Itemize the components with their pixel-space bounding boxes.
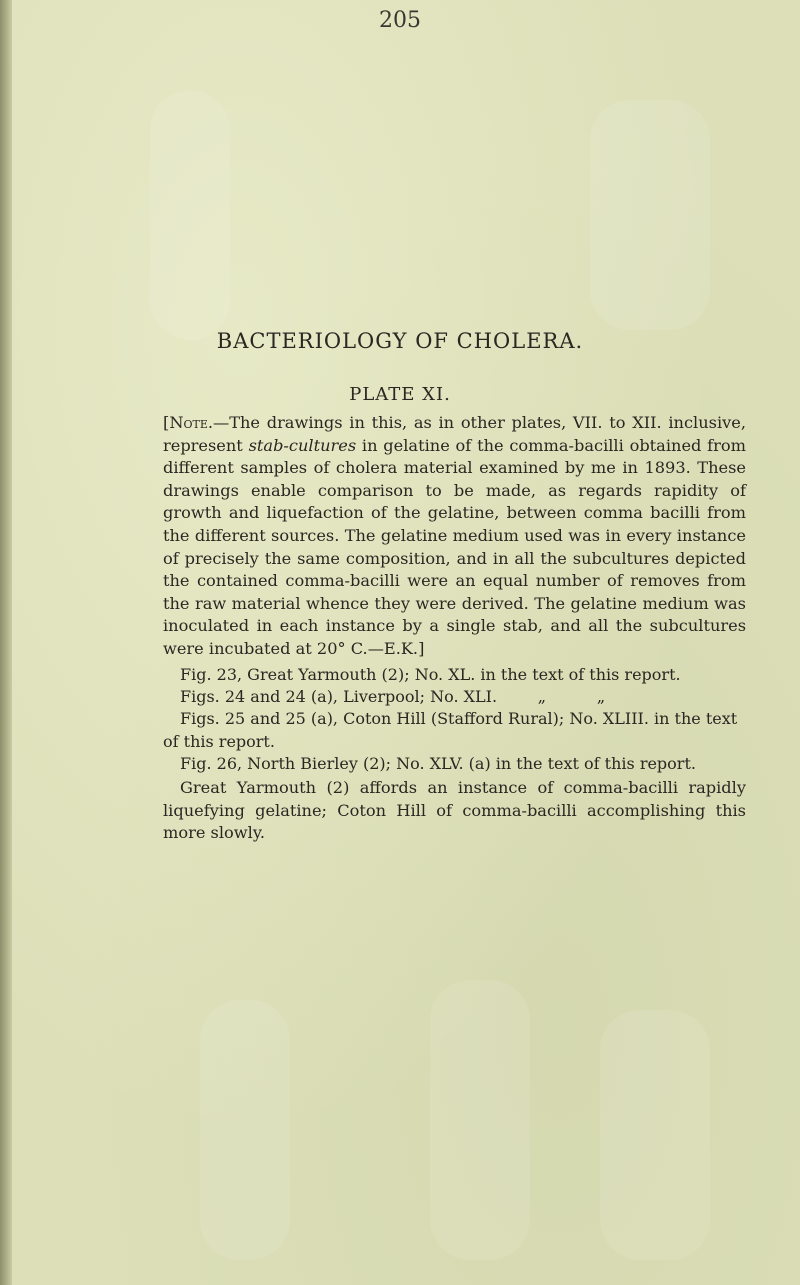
note-lead: [Note. [163,413,214,432]
note-text: —The drawings in this, as in other plates, VII. to XII. inclusive, represent [163,413,746,455]
show-through-shape [200,1000,290,1260]
page-title: BACTERIOLOGY OF CHOLERA. [216,329,584,353]
page-number: 205 [379,8,421,33]
show-through-shape [600,1010,710,1260]
editor-note [163,412,746,661]
figure-entry: Fig. 23, Great Yarmouth (2); No. XL. in the text of this report. [180,665,681,684]
note-text-continued: in gelatine of the comma-bacilli obtained from different samples of cholera material examined by me in 1893. These drawings enable comparison to be made, as regards rapidity of growth and liquefaction of the gelatine, between comma bacilli from the different sources. The gelatine medium used was in every instance of precisely the same composition, and in all the subcultures depicted the contained comma-bacilli were an equal number of removes from the raw material whence they were derived. The gelatine medium was inoculated in each instance by a single stab, and all the subcultures were incubated at 20° C.—E.K.] [163,435,746,658]
plate-title: PLATE XI. [349,384,451,405]
figure-entry: Fig. 26, North Bierley (2); No. XLV. (a) in the text of this report. [180,754,696,773]
figure-entry: Figs. 25 and 25 (a), Coton Hill (Stafford Rural); No. XLIII. in the text of this report. [163,709,738,751]
note-italic: stab-cultures [248,435,357,455]
show-through-shape [430,980,530,1260]
show-through-shape [150,90,230,340]
figure-entry: Figs. 24 and 24 (a), Liverpool; No. XLI. „ „ [180,687,606,706]
page-gutter [0,0,12,1285]
closing-paragraph: Great Yarmouth (2) affords an instance of comma-bacilli rapidly liquefying gelatine; Coton Hill of comma-bacilli accomplishing this more slowly. [163,778,746,843]
show-through-shape [590,100,710,330]
